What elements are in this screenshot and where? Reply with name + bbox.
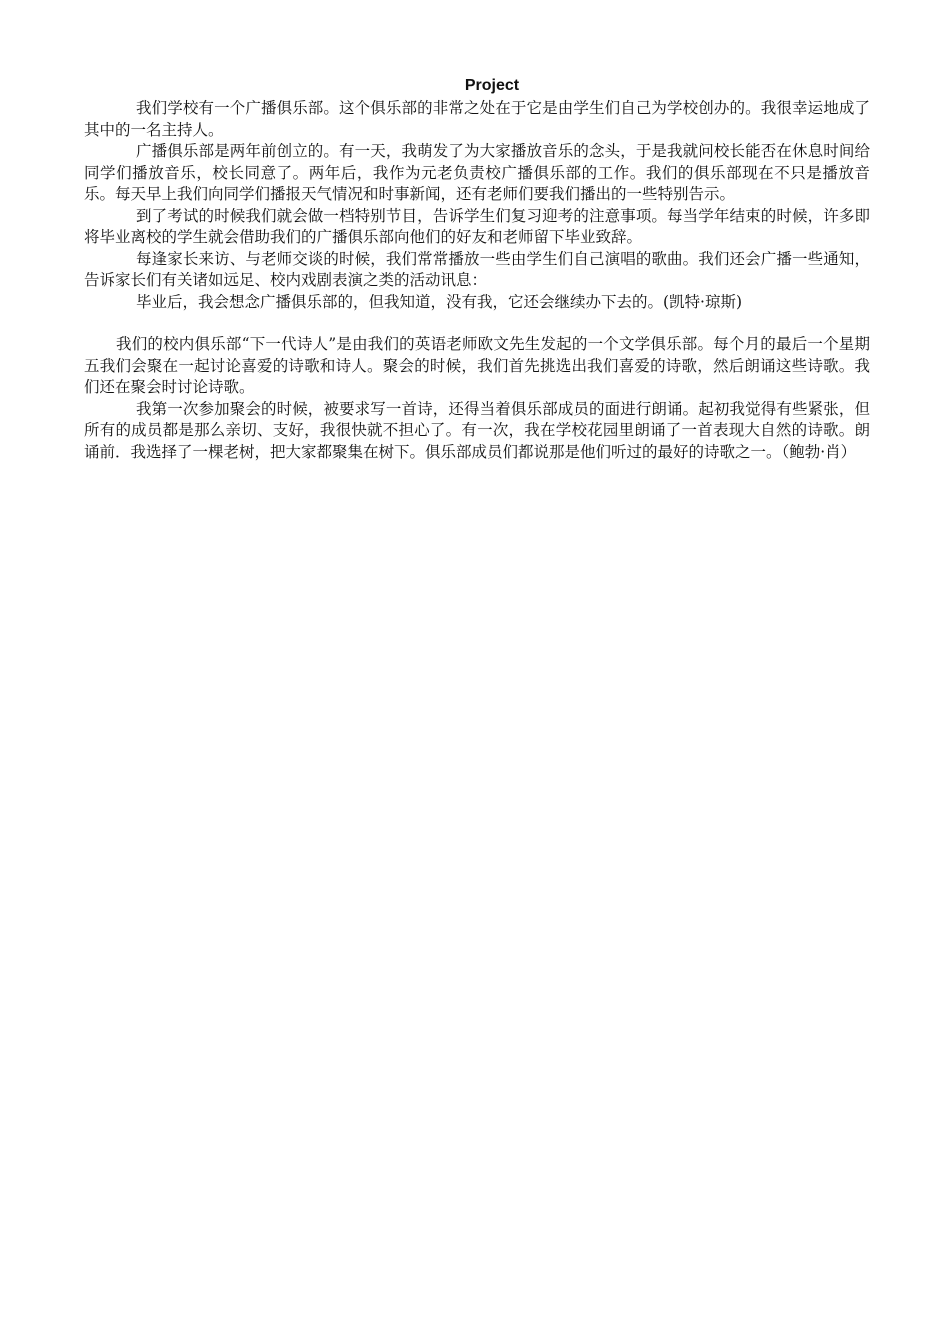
paragraph: 我们学校有一个广播俱乐部。这个俱乐部的非常之处在于它是由学生们自己为学校创办的。我很幸运地成了其中的一名主持人。: [84, 99, 870, 139]
paragraph: 广播俱乐部是两年前创立的。有一天，我萌发了为大家播放音乐的念头，于是我就问校长能否在休息时间给同学们播放音乐，校长同意了。两年后，我作为元老负责校广播俱乐部的工作。我们的俱乐部现在不只是播放音乐。每天早上我们向同学们播报天气情况和时事新闻，还有老师们要我们播出的一些特别告示。: [84, 142, 870, 203]
page-title: Project: [464, 77, 520, 94]
document-page: [84, 76, 870, 463]
section-gap: [84, 313, 870, 334]
paragraph: 我们的校内俱乐部“下一代诗人”是由我们的英语老师欧文先生发起的一个文学俱乐部。每个月的最后一个星期五我们会聚在一起讨论喜爱的诗歌和诗人。聚会的时候，我们首先挑选出我们喜爱的诗歌，然后朗诵这些诗歌。我们还在聚会时讨论诗歌。: [84, 335, 870, 396]
radio-club-section: [84, 98, 870, 313]
paragraph: 我第一次参加聚会的时候，被要求写一首诗，还得当着俱乐部成员的面进行朗诵。起初我觉得有些紧张，但所有的成员都是那么亲切、支好，我很快就不担心了。有一次，我在学校花园里朗诵了一首表现大自然的诗歌。朗诵前．我选择了一棵老树，把大家都聚集在树下。俱乐部成员们都说那是他们听过的最好的诗歌之一。（鲍勃·肖）: [84, 399, 870, 461]
paragraph: 到了考试的时候我们就会做一档特别节目，告诉学生们复习迎考的注意事项。每当学年结束的时候，许多即将毕业离校的学生就会借助我们的广播俱乐部向他们的好友和老师留下毕业致辞。: [84, 206, 870, 246]
paragraph: 每逢家长来访、与老师交谈的时候，我们常常播放一些由学生们自己演唱的歌曲。我们还会广播一些通知，告诉家长们有关诸如远足、校内戏剧表演之类的活动讯息：: [84, 249, 870, 289]
paragraph: 毕业后，我会想念广播俱乐部的，但我知道，没有我，它还会继续办下去的。(凯特·琼斯): [136, 292, 743, 311]
poetry-club-section: [84, 334, 870, 463]
